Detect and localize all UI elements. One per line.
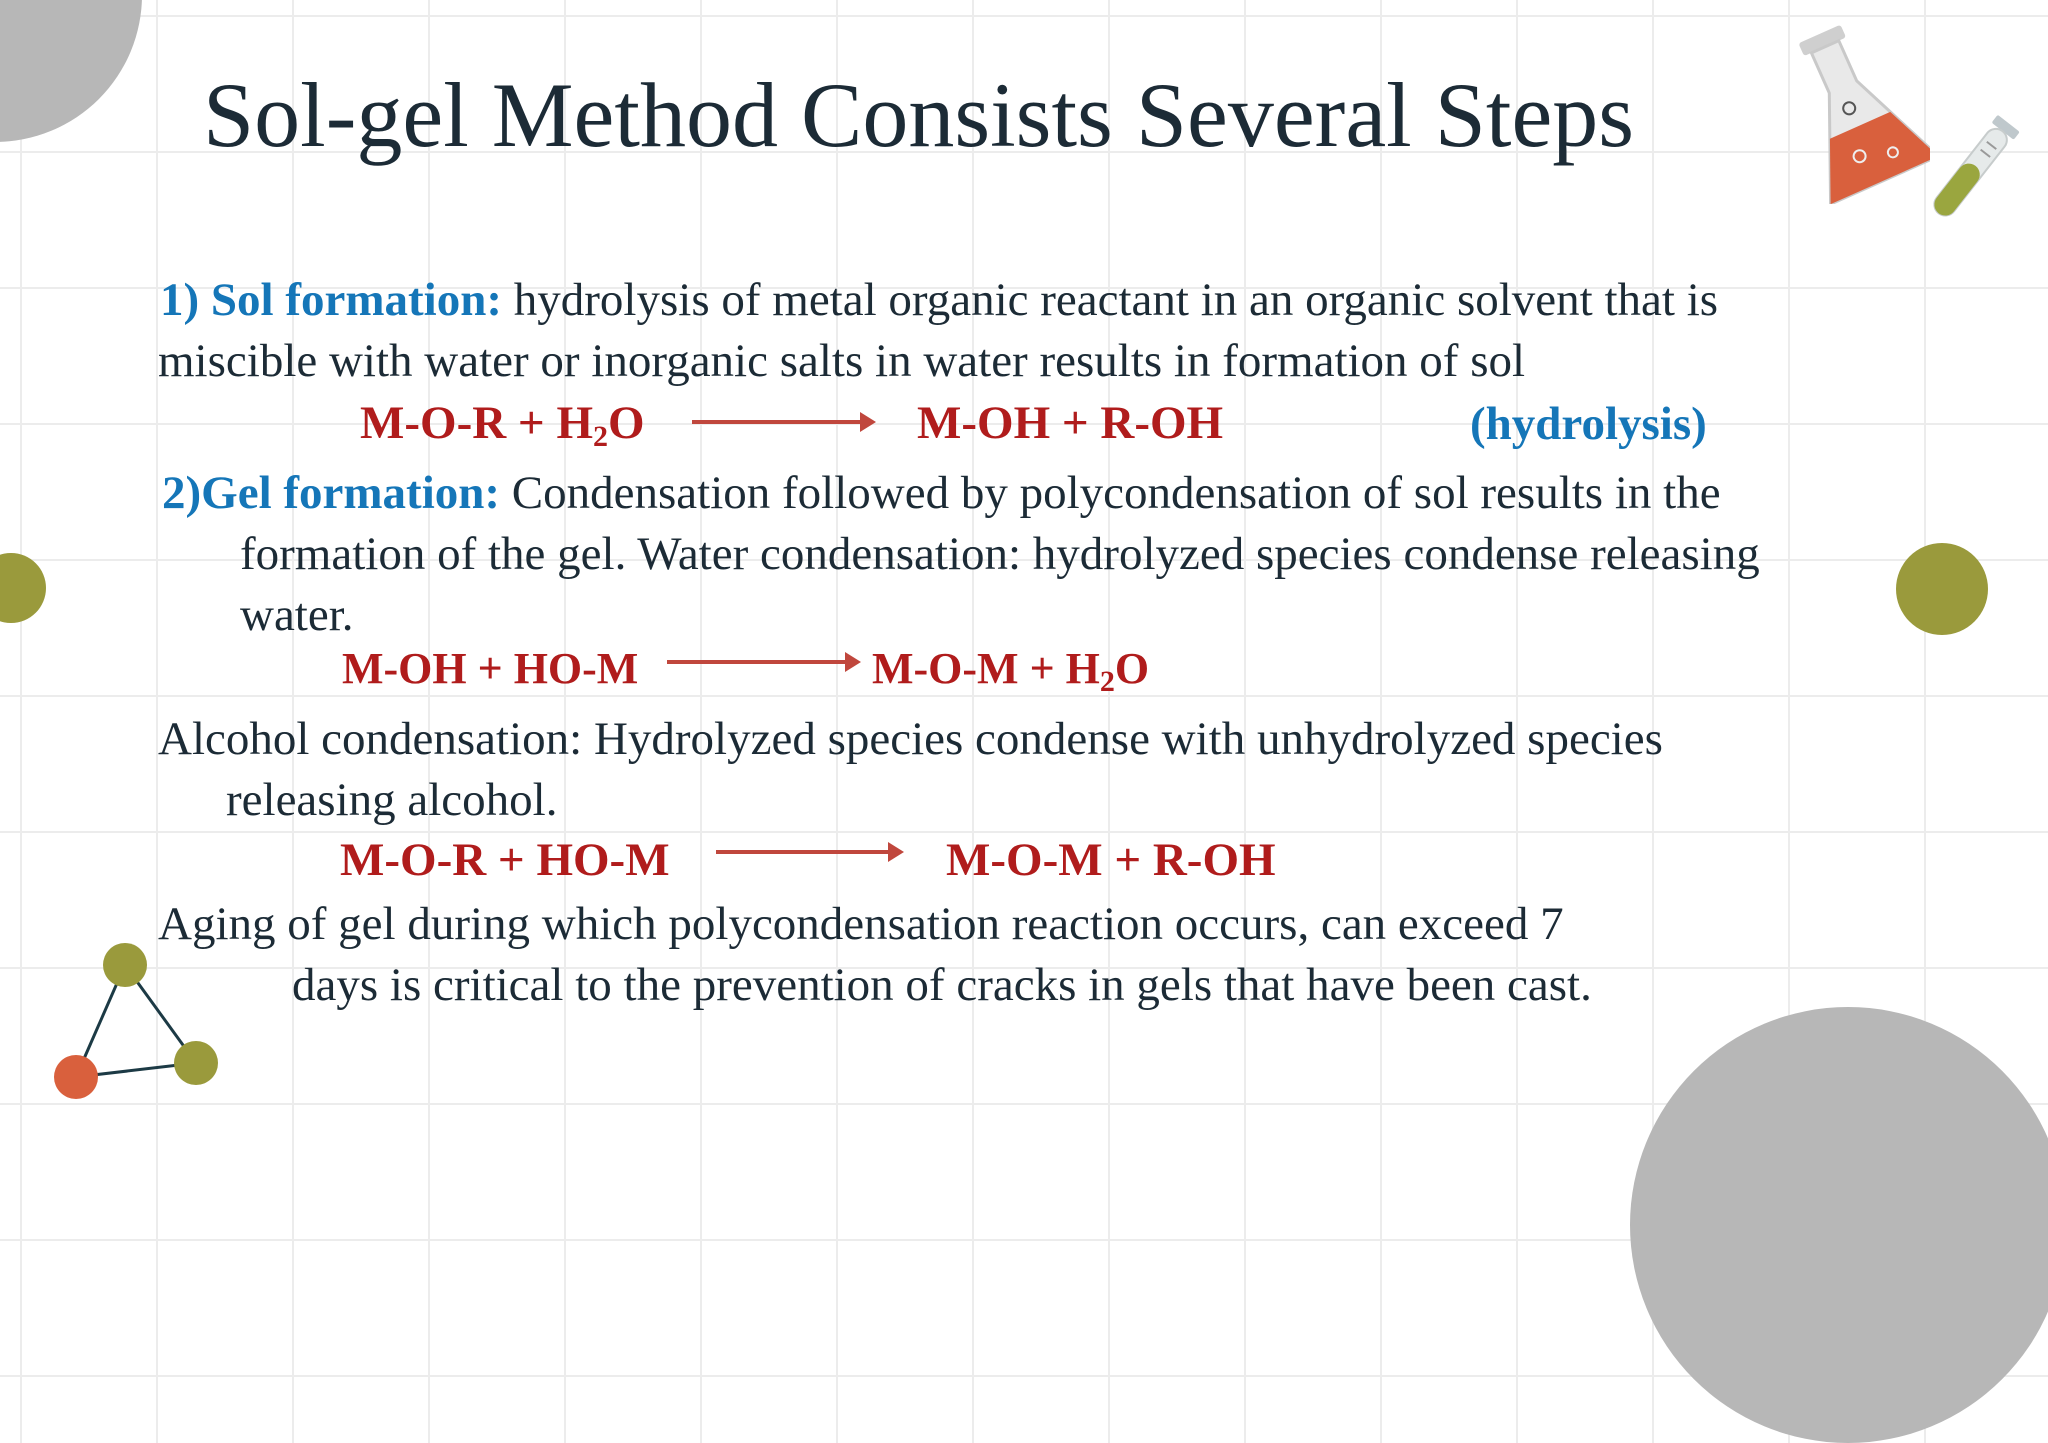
alcohol-line-a: Alcohol condensation: Hydrolyzed species condense with unhydrolyzed species [158,713,1663,765]
eq1-left [360,395,645,451]
eq2-right-b: O [1114,644,1150,693]
dot-left [0,553,46,623]
step1-heading: 1) Sol formation: [160,274,503,326]
eq2-arrow [667,660,857,664]
step2-line-b: formation of the gel. Water condensation: hydrolyzed species condense releasing [240,528,1760,580]
step1-line-b: miscible with water or inorganic salts in water results in formation of sol [158,335,1526,387]
step2-line-c: water. [240,589,354,641]
dot-right [1896,543,1988,635]
eq1-arrow [692,420,872,424]
corner-circle-bottom-right [1630,1007,2048,1443]
eq1-left-b: O [608,397,645,449]
eq2-right [872,643,1149,696]
step1-text-a: hydrolysis of metal organic reactant in an organic solvent that is [502,274,1719,326]
flask-icon [1780,14,1930,204]
eq1-left-a: M-O-R + H [360,397,594,449]
step2-line-a [162,465,1721,521]
eq2-left: M-OH + HO-M [342,644,639,693]
step2-heading: 2)Gel formation: [162,467,501,519]
eq3-arrow [716,850,900,854]
eq1-right: M-OH + R-OH [917,397,1224,449]
eq1-left-sub: 2 [593,420,609,453]
test-tube-icon [1920,108,2020,238]
slide-title: Sol-gel Method Consists Several Steps [203,64,1635,166]
eq3-left: M-O-R + HO-M [340,834,670,886]
corner-circle-top-left [0,0,142,142]
aging-line-b: days is critical to the prevention of cracks in gels that have been cast. [292,959,1592,1011]
eq2-right-sub: 2 [1099,665,1115,698]
eq3-right: M-O-M + R-OH [946,834,1276,886]
triangle-network-icon [46,935,226,1105]
alcohol-line-b: releasing alcohol. [226,774,558,826]
eq2-right-a: M-O-M + H [872,644,1100,693]
eq1-note: (hydrolysis) [1470,398,1707,450]
aging-line-a: Aging of gel during which polycondensation reaction occurs, can exceed 7 [158,898,1564,950]
step1-line-a [160,272,1718,328]
step2-text-a: Condensation followed by polycondensation of sol results in the [500,467,1721,519]
